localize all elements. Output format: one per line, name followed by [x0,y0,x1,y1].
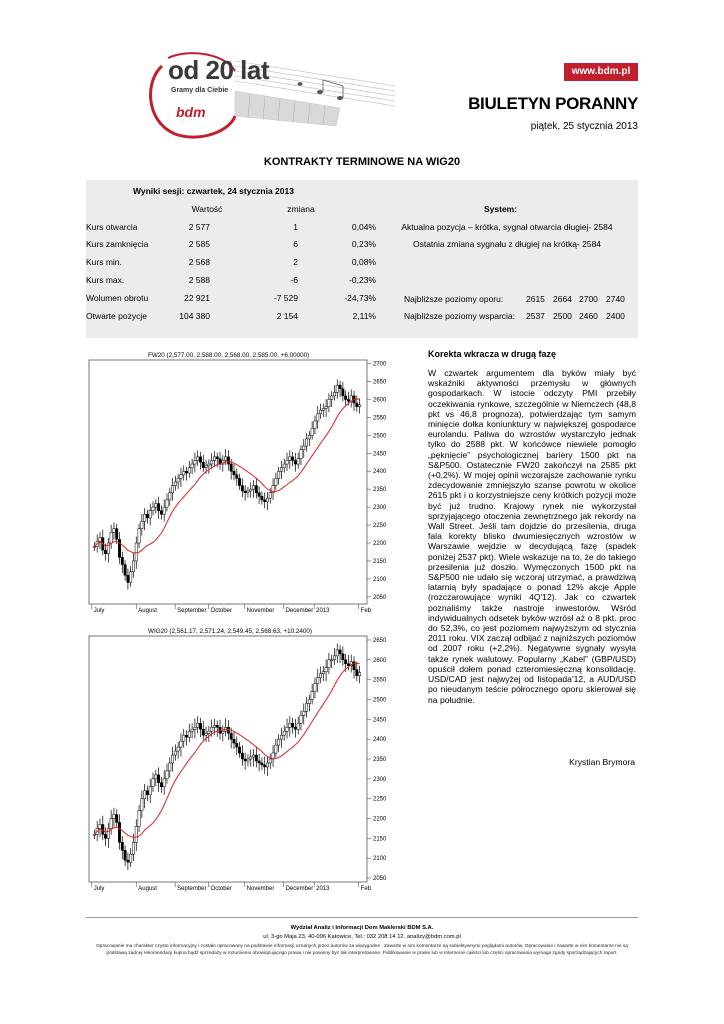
y-tick-label: 2650 [373,379,387,386]
candle-body [160,783,162,787]
candle-body [236,743,238,747]
candle-body [110,532,112,543]
y-tick-label: 2200 [373,816,387,823]
candle-body [303,446,305,450]
candle-body [356,403,358,407]
x-tick-label: Feb [360,886,372,892]
candle-body [266,763,268,767]
support-level: 2537 [526,311,545,321]
candle-body [263,765,265,767]
row-label: Kurs otwarcia [86,222,138,232]
candle-body [152,507,154,511]
candle-body [107,828,109,838]
candle-body [297,459,299,464]
candle-body [104,834,106,838]
row-label: Kurs zamknięcia [86,239,149,249]
x-tick-label: July [93,608,105,614]
candle-body [238,747,240,753]
resistance-level: 2615 [526,294,545,304]
candle-body [322,672,324,674]
col-system-header: System: [484,204,518,214]
candle-body [191,464,193,468]
y-tick-label: 2050 [373,876,387,883]
y-tick-label: 2300 [373,776,387,783]
candle-body [113,815,115,819]
candle-body [238,478,240,485]
candle-body [208,731,210,733]
candle-body [286,460,288,464]
candle-body [233,471,235,475]
y-tick-label: 2600 [373,657,387,664]
candle-body [124,565,126,576]
candle-body [356,670,358,676]
candle-body [166,500,168,507]
candle-body [174,751,176,755]
row-label: Wolumen obrotu [86,293,149,303]
y-tick-label: 2050 [373,594,387,601]
y-tick-label: 2450 [373,451,387,458]
candle-body [199,723,201,729]
candle-body [177,478,179,482]
candle-body [169,493,171,500]
candle-body [236,475,238,479]
candle-body [241,753,243,759]
candle-body [202,729,204,735]
row-change-percent: 0,08% [351,257,376,267]
row-change-points: -7 529 [273,293,298,303]
x-tick-label: August [138,608,157,614]
candle-body [325,668,327,672]
x-tick-label: December [285,886,314,892]
candle-body [252,755,254,757]
x-tick-label: July [93,886,105,892]
candle-body [160,511,162,515]
candle-body [277,739,279,745]
chart-title: WIG20 (2,561.17, 2,571.24, 2,549.45, 2,568.63, +10.2400) [148,628,313,635]
wig20-chart-svg [86,622,387,896]
candle-body [291,457,293,461]
candle-body [308,699,310,703]
candle-body [333,392,335,396]
candle-body [319,674,321,678]
article-author: Krystian Brymora [569,757,635,767]
row-label: Otwarte pozycje [86,311,147,321]
y-tick-label: 2450 [373,717,387,724]
candle-body [344,660,346,664]
candle-body [205,733,207,735]
candle-body [283,731,285,735]
candle-body [191,729,193,731]
candle-body [99,824,101,828]
candle-body [280,735,282,739]
candle-body [99,538,101,542]
candle-body [183,471,185,475]
candle-body [143,514,145,521]
candle-body [171,755,173,763]
candle-body [275,478,277,485]
candle-body [146,514,148,518]
candle-body [269,759,271,763]
candle-body [311,692,313,700]
candle-body [291,723,293,727]
candle-body [305,439,307,446]
y-tick-label: 2500 [373,433,387,440]
row-value: 2 568 [188,257,210,267]
y-tick-label: 2300 [373,505,387,512]
candle-body [305,703,307,711]
resistance-level: 2664 [553,294,572,304]
y-tick-label: 2550 [373,677,387,684]
resistance-level: 2740 [606,294,625,304]
candle-body [294,727,296,729]
candle-body [169,763,171,771]
row-change-percent: 0,23% [351,239,376,249]
row-value: 2 577 [188,222,210,232]
system-position: Aktualna pozycja – krótka, sygnał otwarcia długiej- 2584 [401,222,613,232]
row-change-points: 2 [293,257,298,267]
col-change-header: zmiana [287,204,315,214]
x-tick-label: 2013 [316,886,330,892]
y-tick-label: 2600 [373,397,387,404]
candle-body [286,727,288,731]
row-change-points: -6 [290,275,298,285]
candle-body [325,407,327,409]
y-tick-label: 2200 [373,541,387,547]
candle-body [347,664,349,666]
candle-body [330,660,332,661]
candle-body [230,464,232,471]
candle-body [247,759,249,761]
candle-body [146,791,148,795]
plot-frame [89,636,367,882]
support-level: 2500 [553,311,572,321]
candle-body [227,727,229,733]
x-tick-label: August [138,886,157,892]
candle-body [121,842,123,850]
candle-body [132,561,134,572]
candle-body [308,435,310,439]
article-body: W czwartek argumentem dla byków miały być wskaźniki aktywności przemysłu w głównych gospodarkach. W istocie odczyty PMI przebiły oczekiwania rynkowe, szczególnie w Niemczech (48,8 pkt vs 46,8 prognoza), potwierdzając tym samym minięcie dołka koniunktury w największej gospodarce eurolandu. Paliwa do wzrostów wystarczyło jednak tylko do 2588 pkt. W końcówce niewiele pomogło „pęknięcie” psychologicznej bariery 1500 pkt na S&P500. Ostatecznie FW20 zakończył na 2585 pkt (+0,2%). W mojej opinii wczorajsze zachowanie rynku zdecydowanie zmniejszyło szanse powrotu w okolice 2615 pkt i o korzystniejsze ceny krótkich pozycji może być już trudno. Krajowy rynek nie wykorzystał sprzyjającego otoczenia zewnętrznego jak rekordy na Wall Street. Jeśli tam dojdzie do przesilenia, druga fala korekty blisko dwumiesięcznych wzrostów w Warszawie wejdzie w decydującą fazę (spadek poniżej 2537 pkt). Wiele wskazuje na to, że do takiego przesilenia już doszło. Wymęczonych 1500 pkt na S&P500 nie udało się wczoraj utrzymać, a prawdziwą latarnią były spadające o ponad 12% akcje Apple (rozczarowujące wyniki 4Q'12). Jak co czwartek poznaliśmy także nastroje inwestorów. Wśród indywidualnych odsetek byków wzrósł aż o 8 pkt. proc do 52,3%, co jest poziomem najwyższym od stycznia 2011 roku. VIX zaczął odbijać z najniższych poziomów od 2007 roku (+2,2%). Negatywne sygnały wysyła także rynek walutowy. Popularny „Kabel” (GBP/USD) opuścił dołem ponad czteromiesięczną konsolidację. USD/CAD jest najwyżej od listopada'12, a AUD/USD po nieudanym teście półrocznego oporu skierował się na południe. [428,368,636,705]
candle-body [258,761,260,763]
candle-body [322,408,324,410]
support-label: Najbliższe poziomy wsparcia: [404,311,516,321]
candle-body [255,755,257,761]
row-change-percent: 2,11% [352,311,376,321]
wig20-chart [86,622,387,896]
candle-body [155,775,157,779]
y-tick-label: 2400 [373,737,387,744]
section-title: KONTRAKTY TERMINOWE NA WIG20 [263,156,461,168]
candle-body [118,822,120,842]
y-tick-label: 2650 [373,637,387,644]
candle-body [319,410,321,414]
candle-body [129,572,131,583]
y-tick-label: 2250 [373,796,387,803]
candle-body [216,725,218,727]
candle-body [129,854,131,862]
chart-title: FW20 (2,577.00, 2,588.00, 2,568.00, 2,585.00, +6.00000) [148,352,310,359]
fw20-chart-svg [86,346,387,618]
candle-body [188,468,190,473]
candle-body [196,457,198,461]
candle-body [258,493,260,497]
row-change-percent: -0,23% [349,275,376,285]
candle-body [227,457,229,464]
y-tick-label: 2500 [373,697,387,704]
candle-body [314,684,316,692]
x-tick-label: September [177,608,207,614]
candle-body [244,491,246,493]
candle-body [202,462,204,467]
candle-body [297,723,299,729]
candle-body [289,457,291,461]
x-tick-label: September [177,886,207,892]
y-tick-label: 2350 [373,757,387,763]
session-label: Wyniki sesji: czwartek, 24 stycznia 2013 [133,186,294,196]
candle-body [185,735,187,737]
candle-body [216,457,218,459]
candle-body [261,496,263,500]
candle-body [255,486,257,493]
candle-body [113,529,115,533]
candle-body [280,468,282,472]
candle-body [180,475,182,479]
candle-body [336,650,338,656]
candle-body [344,396,346,400]
footer-address: ul. 3-go Maja 23, 40-096 Katowice, Tel.: 032 208 14 12, analizy@bdm.com.pl [263,934,461,940]
candle-body [230,733,232,739]
candle-body [93,834,95,835]
candle-body [283,464,285,468]
candle-body [333,656,335,660]
candle-body [210,460,212,464]
candle-body [342,654,344,660]
row-value: 2 588 [188,275,210,285]
candle-body [275,745,277,753]
bulletin-date: piątek, 25 stycznia 2013 [530,121,638,132]
candle-body [247,491,249,493]
candle-body [339,385,341,389]
candle-body [328,399,330,406]
candle-body [358,405,360,407]
candle-body [250,757,252,759]
footer-divider [86,917,638,918]
candle-body [171,486,173,493]
x-tick-label: Feb [360,608,372,614]
candle-body [135,543,137,561]
candle-body [358,673,360,676]
row-change-points: 1 [293,222,298,232]
candle-body [330,396,332,400]
candle-body [196,723,198,727]
candle-body [116,815,118,823]
y-tick-label: 2100 [373,576,387,583]
candle-body [149,511,151,518]
candle-body [149,787,151,795]
session-results-panel [86,180,638,338]
candle-body [347,399,349,401]
candle-body [127,575,129,582]
candle-body [132,842,134,854]
website-badge[interactable]: www.bdm.pl [564,63,638,81]
y-tick-label: 2100 [373,856,387,863]
candle-body [303,711,305,715]
candle-body [180,741,182,747]
candle-body [328,660,330,668]
candle-body [222,731,224,733]
candle-body [141,521,143,528]
x-tick-label: December [285,608,314,614]
row-change-percent: -24,73% [344,293,376,303]
logo-title: od 20 lat [168,55,269,85]
bulletin-title: BIULETYN PORANNY [468,94,638,113]
candle-body [252,486,254,490]
candle-body [300,450,302,459]
footer-disclaimer: Opracowanie ma charakter czysto informacyjny i zostało opracowany na podstawie informacji uznanych przez autorów za wiarygodne . Zawarte w nim komentarze są subiektywnymi poglądami autorów. Opracowanie i zawarte w nim komentarze nie są podstawą żadnej rekomendacji kupna bądź sprzedaży w rozumieniu obowiązującego prawa i nie powinny być tak interpretowane. Publikowanie w prasie lub w Internecie całości lub części opracowania wymaga zgody sporządzających raport. [96,944,628,956]
candle-body [269,493,271,498]
candle-body [353,662,355,670]
footer-company: Wydział Analiz i Informacji Dom Maklerski BDM S.A. [290,925,434,931]
candle-body [110,819,112,829]
candle-body [261,763,263,765]
candle-body [199,457,201,462]
candle-body [244,759,246,761]
candle-body [155,504,157,508]
y-tick-label: 2400 [373,469,387,476]
candle-body [289,723,291,727]
logo-subtitle: Gramy dla Ciebie [171,87,229,94]
row-value: 104 380 [179,311,210,321]
logo-brand: bdm [176,104,206,120]
y-tick-label: 2250 [373,523,387,530]
candle-body [213,457,215,461]
candle-body [233,739,235,743]
candle-body [152,779,154,787]
candle-body [124,850,126,860]
candle-body [166,771,168,779]
x-tick-label: 2013 [316,608,330,614]
x-tick-label: October [210,886,232,892]
candle-body [314,421,316,428]
candle-body [104,550,106,554]
candle-body [177,747,179,751]
support-level: 2400 [606,311,625,321]
candle-body [213,725,215,727]
candle-body [300,715,302,723]
candle-body [174,482,176,486]
candle-body [194,460,196,464]
candle-body [138,529,140,543]
candle-body [336,385,338,392]
fw20-chart [86,346,387,618]
row-value: 22 921 [184,293,210,303]
candle-body [188,731,190,737]
candle-body [143,791,145,799]
candle-body [277,471,279,478]
y-tick-label: 2350 [373,487,387,494]
candle-body [263,500,265,502]
candle-body [163,779,165,787]
candle-body [102,824,104,834]
candle-body [185,471,187,473]
candle-body [194,727,196,729]
candle-body [294,460,296,464]
candle-body [121,557,123,564]
candle-body [208,464,210,466]
candle-body [241,486,243,491]
candle-body [266,498,268,502]
candle-body [135,826,137,842]
candle-body [250,489,252,491]
y-tick-label: 2700 [373,361,387,368]
candle-body [224,457,226,461]
row-change-points: 2 154 [276,311,298,321]
candle-body [116,529,118,540]
candle-body [183,735,185,741]
candle-body [163,507,165,514]
x-tick-label: November [246,886,275,892]
system-signal-change: Ostatnia zmiana sygnału z długiej na krótką- 2584 [412,239,602,249]
candle-body [138,811,140,827]
candle-body [342,389,344,396]
y-tick-label: 2550 [373,415,387,422]
x-tick-label: October [210,608,232,614]
candle-body [93,547,95,548]
resistance-level: 2700 [579,294,598,304]
resistance-label: Najbliższe poziomy oporu: [404,294,504,304]
y-tick-label: 2150 [373,558,387,565]
candle-body [141,799,143,811]
row-label: Kurs min. [86,257,122,267]
col-value-header: Wartość [191,204,223,214]
candle-body [127,860,129,862]
x-tick-label: November [246,608,275,614]
candle-body [205,466,207,468]
candle-body [317,678,319,684]
row-change-percent: 0,04% [351,222,376,232]
row-value: 2 585 [188,239,210,249]
candle-body [311,428,313,435]
candle-body [157,775,159,783]
candle-body [339,650,341,654]
row-label: Kurs max. [86,275,125,285]
row-change-points: 6 [293,239,298,249]
candle-body [210,727,212,731]
candle-body [157,504,159,511]
candle-body [317,414,319,421]
support-level: 2460 [579,311,598,321]
article-title: Korekta wkracza w drugą fazę [428,349,557,359]
y-tick-label: 2150 [373,836,387,843]
